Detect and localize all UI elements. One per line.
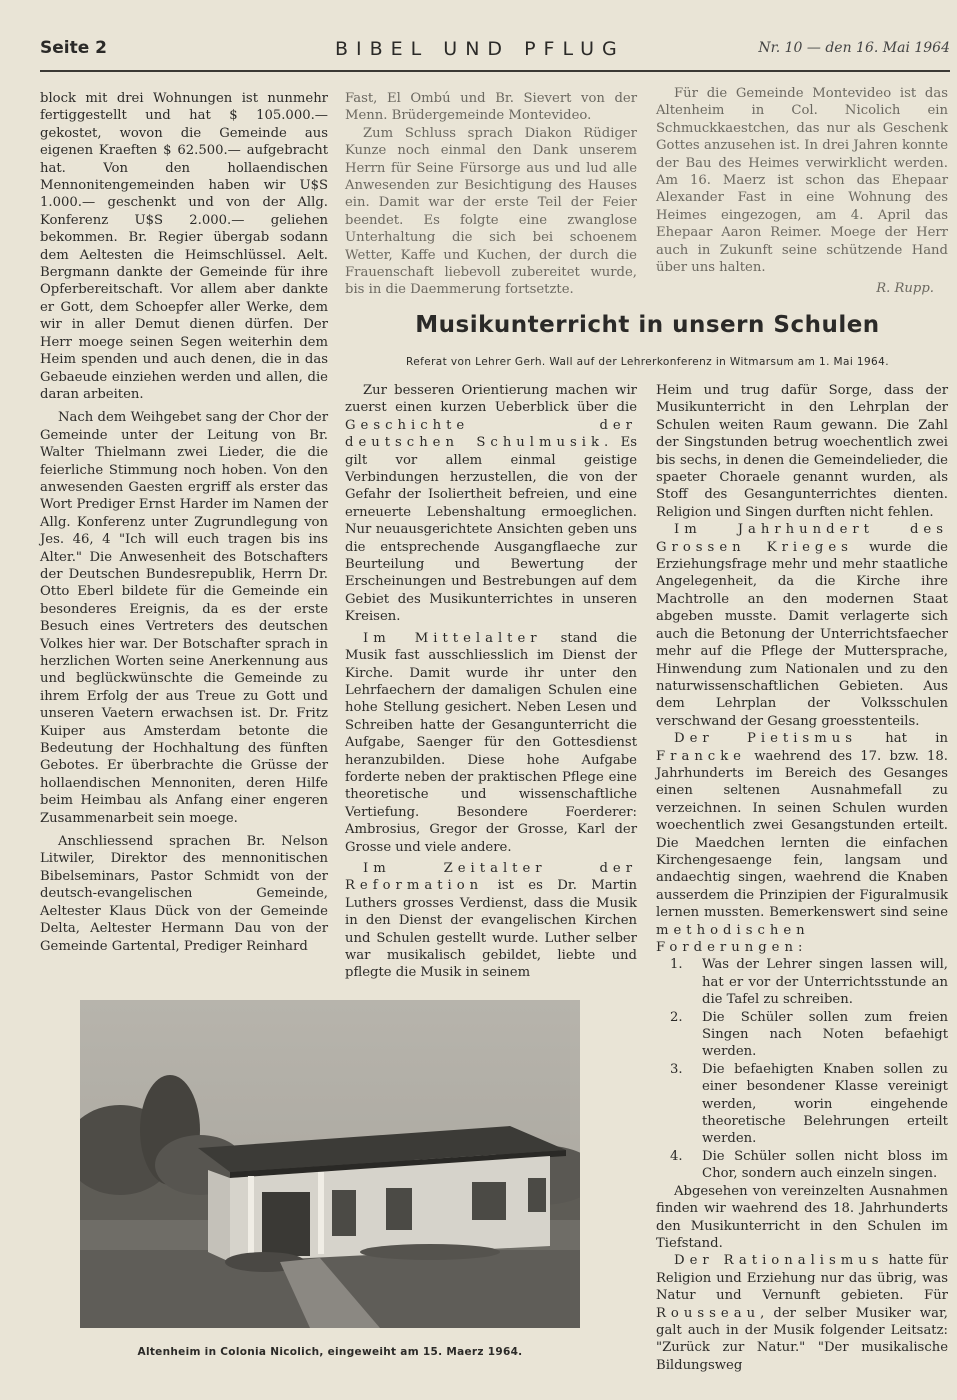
paragraph: Der Pietismus hat in Francke waehrend des 17. bzw. 18. Jahrhunderts im Bereich des Gesanges einen seltenen Ausnahmefall zu verzeichnen. In seinen Schulen wurden woechentlich zwei Gesangstunden erteilt. Die Maedchen lernten die einfachen Kirchengesaenge fein, langsam und andaechtig singen, waehrend die Knaben ausserdem die Prinzipien der Figuralmusik lernen mussten. Bemerkenswert sind seine methodischen Forderungen: — [656, 731, 948, 955]
spaced-emphasis: Der Pietismus — [674, 731, 857, 747]
column-left — [40, 90, 328, 955]
spaced-emphasis: Rousseau — [656, 1305, 761, 1321]
paragraph: Der Rationalismus hatte für Religion und Erziehung nur das übrig, was Natur und Vernunft gebieten. Für Rousseau, der selber Musiker war, galt auch in der Musik folgender Leitsatz: "Zurück zur Natur." "Der musikalische Bildungsweg — [656, 1253, 948, 1373]
newspaper-title: BIBEL UND PFLUG — [335, 38, 625, 60]
spaced-emphasis: Im Zeitalter der Reformation — [345, 860, 637, 894]
author-signature: R. Rupp. — [876, 281, 934, 297]
paragraph: Zur besseren Orientierung machen wir zuerst einen kurzen Ueberblick über die Geschichte der deutschen Schulmusik. Es gilt vor allem einmal geistige Verbindungen herzustellen, die von der Gefahr der Isoliertheit befreien, und eine erneuerte Lebenshaltung ermoeglichen. Nur neuausgerichtete Ansichten geben uns die entsprechende Ausgangflaeche zur Beurteilung und Bewertung der Erscheinungen und Bestrebungen auf dem Gebiet des Musikunterrichtes in unseren Kreisen. — [345, 383, 637, 625]
page-number: Seite 2 — [40, 38, 108, 58]
paragraph: Heim und trug dafür Sorge, dass der Musikunterricht in den Lehrplan der Schulen weiten Raum gewann. Die Zahl der Singstunden betrug woechentlich zwei bis sechs, in denen die Gemeindelieder, die spaeter Choraele genannt wurden, als Stoff des Gesangunterrichtes dienten. Religion und Singen durften nicht fehlen. — [656, 383, 948, 520]
issue-date: Nr. 10 — den 16. Mai 1964 — [758, 40, 950, 56]
article-title: Musikunterricht in unsern Schulen — [415, 312, 880, 338]
header-rule — [40, 70, 950, 72]
building-illustration — [80, 1000, 580, 1328]
article-column-left — [345, 382, 637, 982]
paragraph: Zum Schluss sprach Diakon Rüdiger Kunze noch einmal den Dank unserem Herrn für Seine Fürsorge aus und lud alle Anwesenden zur Besichtigung des Hauses ein. Damit war der erste Teil der Feier beendet. Es folgte eine zwanglose Unterhaltung die sich bei schoenem Wetter, Kaffe und Kuchen, der durch die Frauenschaft liebevoll zubereitet wurde, bis in die Daemmerung fortsetzte. — [345, 125, 637, 298]
requirements-list — [656, 956, 948, 1182]
list-item: 1. Was der Lehrer singen lassen will, hat er vor der Unterrichtsstunde an die Tafel zu schreiben. — [670, 957, 948, 1008]
paragraph: Nach dem Weihgebet sang der Chor der Gemeinde unter der Leitung von Br. Walter Thielmann zwei Lieder, die die feierliche Stimmung noch hoben. Von den anwesenden Gaesten ergriff als erster das Wort Prediger Ernst Harder im Namen der Allg. Konferenz unter Zugrundlegung von Jes. 46, 4 "Ich will euch tragen bis ins Alter." Die Anwesenheit des Botschafters der Deutschen Bundesrepublik, Herrn Dr. Otto Eberl bildete für die Gemeinde ein besonderes Ereignis, da es der erste Besuch eines Vertreters des deutschen Volkes hier war. Der Botschafter sprach in herzlichen Worten seine Anerkennung aus und beglückwünschte die Gemeinde zu ihrem Erfolg der aus Treue zu Gott und unseren Vaetern erwachsen ist. Dr. Fritz Kuiper aus Amsterdam betonte die Bedeutung der Hochhaltung des fünften Gebotes. Er überbrachte die Grüsse der hollaendischen Mennoniten, deren Hilfe beim Heimbau als Anfang einer engeren Zusammenarbeit sein moege. — [40, 410, 328, 826]
list-item: 4. Die Schüler sollen nicht bloss im Chor, sondern auch einzeln singen. — [670, 1148, 948, 1182]
paragraph: Anschliessend sprachen Br. Nelson Litwiler, Direktor des mennonitischen Bibelseminars, Pastor Schmidt von der deutsch-evangelischen Gemeinde, Aeltester Klaus Dück von der Gemeinde Delta, Aeltester Hermann Dau von der Gemeinde Gartental, Prediger Reinhard — [40, 834, 328, 954]
paragraph: Im Zeitalter der Reformation ist es Dr. Martin Luthers grosses Verdienst, dass die Musik in den Dienst der evangelischen Kirchen und Schulen gestellt wurde. Luther selber war musikalisch gebildet, liebte und pflegte die Musik in seinem — [345, 860, 637, 981]
paragraph: Im Mittelalter stand die Musik fast ausschliesslich im Dienst der Kirche. Damit wurde ihr unter den Lehrfaechern der damaligen Schulen eine hohe Stellung gesichert. Neben Lesen und Schreiben hatte der Gesangunterricht die Aufgabe, Saenger für den Gottesdienst heranzubilden. Diese hohe Aufgabe forderte neben der praktischen Pflege eine theoretische und wissenschaftliche Vertiefung. Besondere Foerderer: Ambrosius, Gregor der Grosse, Karl der Grosse und viele andere. — [345, 630, 637, 855]
paragraph: Abgesehen von vereinzelten Ausnahmen finden wir waehrend des 18. Jahrhunderts den Musikunterricht in den Schulen im Tiefstand. — [656, 1183, 948, 1251]
page-header — [40, 30, 950, 70]
paragraph: Fast, El Ombú und Br. Sievert von der Menn. Brüdergemeinde Montevideo. — [345, 91, 637, 124]
spaced-emphasis: Im Jahrhundert des Grossen Krieges — [656, 522, 948, 555]
list-item: 3. Die befaehigten Knaben sollen zu einer besondener Klasse vereinigt werden, worin eingehende theoretische Belehrungen erteilt werden. — [670, 1061, 948, 1147]
column-middle-top — [345, 90, 637, 299]
photo-caption: Altenheim in Colonia Nicolich, eingeweiht am 15. Maerz 1964. — [137, 1346, 523, 1358]
spaced-emphasis: Im Mittelalter — [363, 630, 542, 646]
list-item: 2. Die Schüler sollen zum freien Singen nach Noten befaehigt werden. — [670, 1009, 948, 1060]
spaced-emphasis: Der Rationalismus — [674, 1253, 884, 1269]
article-subtitle: Referat von Lehrer Gerh. Wall auf der Lehrerkonferenz in Witmarsum am 1. Mai 1964. — [406, 356, 889, 368]
spaced-emphasis: Geschichte der deutschen Schulmusik — [345, 417, 637, 451]
spaced-emphasis: methodischen Forderungen — [656, 922, 810, 955]
paragraph: block mit drei Wohnungen ist nunmehr fertiggestellt und hat $ 105.000.— gekostet, wovon die Gemeinde aus eigenen Kraeften $ 62.500.— aufgebracht hat. Von den hollaendischen Mennonitengemeinden haben wir U$S 1.000.— geschenkt und von der Allg. Konferenz U$S 2.000.— geliehen bekommen. Br. Regier übergab sodann dem Aeltesten die Heimschlüssel. Aelt. Bergmann dankte der Gemeinde für ihre Opferbereitschaft. Vor allem aber dankte er Gott, dem Schoepfer aller Werke, dem wir in aller Demut dienen dürfen. Der Herr moege seinen Segen weiterhin dem Heim spenden und auch denen, die in das Gebaeude einziehen werden und allen, die daran arbeiten. — [40, 91, 328, 402]
paragraph: Im Jahrhundert des Grossen Krieges wurde die Erziehungsfrage mehr und mehr staatliche Angelegenheit, da die Kirche ihre Machtrolle an den modernen Staat abgeben musste. Damit verlagerte sich auch die Betonung der Unterrichtsfaecher mehr auf die Pflege der Muttersprache, Hinwendung zum Nationalen und zu den naturwissenschaftlichen Gebieten. Aus dem Lehrplan der Volksschulen verschwand der Gesang groesstenteils. — [656, 522, 948, 729]
photo-altenheim — [80, 1000, 580, 1328]
article-column-right — [656, 382, 948, 1374]
column-right-top — [656, 85, 948, 298]
spaced-emphasis: Francke — [656, 748, 746, 764]
paragraph: Für die Gemeinde Montevideo ist das Altenheim in Col. Nicolich ein Schmuckkaestchen, das nur als Geschenk Gottes anzusehen ist. In drei Jahren konnte der Bau des Heimes verwirklicht werden. Am 16. Maerz ist schon das Ehepaar Alexander Fast in eine Wohnung des Heimes eingezogen, am 4. April das Ehepaar Aaron Reimer. Moege der Herr auch in Zukunft seine schützende Hand über uns halten. — [656, 86, 948, 276]
